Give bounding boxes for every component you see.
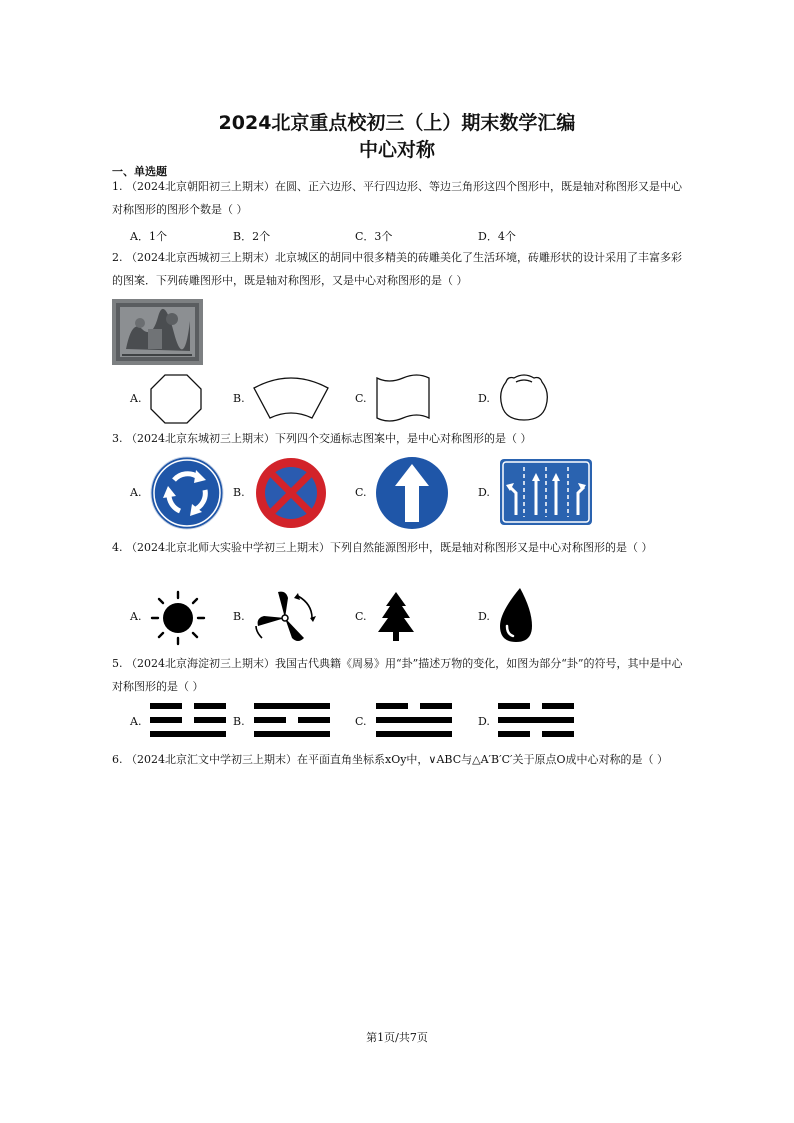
option-d[interactable]: D. xyxy=(478,392,490,405)
question-number: 3. xyxy=(112,432,123,445)
trigram-b-icon xyxy=(254,703,330,739)
octagon-icon xyxy=(150,374,202,424)
question-1 xyxy=(112,175,687,221)
option-a[interactable]: A. xyxy=(130,715,142,728)
option-d[interactable]: D．4个 xyxy=(478,230,516,243)
question-number: 5. xyxy=(112,657,123,670)
question-text: （2024北京汇文中学初三上期末）在平面直角坐标系xOy中，∨ABC与△A′B′C′关于原点O成中心对称的是（ ） xyxy=(126,753,669,766)
options-row-1 xyxy=(130,228,650,244)
document-title: 2024北京重点校初三（上）期末数学汇编 xyxy=(218,112,576,134)
option-c[interactable]: C. xyxy=(355,392,367,405)
option-d[interactable]: D. xyxy=(478,715,490,728)
tree-icon xyxy=(376,590,416,642)
sun-icon xyxy=(150,590,206,646)
option-b[interactable]: B. xyxy=(233,715,245,728)
document-subtitle: 中心对称 xyxy=(358,139,435,161)
water-drop-icon xyxy=(498,586,534,644)
question-number: 4. xyxy=(112,541,123,554)
option-c[interactable]: C. xyxy=(355,715,367,728)
question-text: （2024北京海淀初三上期末）我国古代典籍《周易》用“卦”描述万物的变化，如图为部分“卦”的符号，其中是中心对称图形的是（ ） xyxy=(112,657,683,693)
question-number: 2. xyxy=(112,251,123,264)
option-d[interactable]: D. xyxy=(478,486,490,499)
trigram-d-icon xyxy=(498,703,574,739)
option-a[interactable]: A. xyxy=(130,486,142,499)
page-footer: 第1页/共7页 xyxy=(366,1031,428,1044)
brick-carving-photo xyxy=(112,299,203,365)
option-b[interactable]: B. xyxy=(233,610,245,623)
lane-direction-sign-icon xyxy=(500,459,592,525)
roundabout-sign-icon xyxy=(150,456,224,530)
question-number: 1. xyxy=(112,180,123,193)
option-b[interactable]: B. xyxy=(233,392,245,405)
option-a[interactable]: A. xyxy=(130,392,142,405)
question-2 xyxy=(112,246,687,292)
wind-turbine-icon xyxy=(252,588,318,648)
option-a[interactable]: A．1个 xyxy=(130,230,167,243)
question-4 xyxy=(112,536,687,559)
trigram-a-icon xyxy=(150,703,226,739)
question-text: （2024北京朝阳初三上期末）在圆、正六边形、平行四边形、等边三角形这四个图形中，既是轴对称图形又是中心对称图形的图形个数是（ ） xyxy=(112,180,682,216)
option-b[interactable]: B. xyxy=(233,486,245,499)
no-stopping-sign-icon xyxy=(254,456,328,530)
option-c[interactable]: C. xyxy=(355,610,367,623)
question-5 xyxy=(112,652,687,698)
option-c[interactable]: C．3个 xyxy=(355,230,393,243)
jar-shape-icon xyxy=(498,372,550,422)
option-a[interactable]: A. xyxy=(130,610,142,623)
option-b[interactable]: B．2个 xyxy=(233,230,271,243)
question-text: （2024北京西城初三上期末）北京城区的胡同中很多精美的砖雕美化了生活环境，砖雕形状的设计采用了丰富多彩的图案．下列砖雕图形中，既是轴对称图形，又是中心对称图形的是（ ） xyxy=(112,251,682,287)
option-d[interactable]: D. xyxy=(478,610,490,623)
fan-shape-icon xyxy=(252,376,330,420)
question-3 xyxy=(112,427,687,450)
question-number: 6. xyxy=(112,753,123,766)
trigram-c-icon xyxy=(376,703,452,739)
question-text: （2024北京北师大实验中学初三上期末）下列自然能源图形中，既是轴对称图形又是中心对称图形的是（ ） xyxy=(126,541,653,554)
option-c[interactable]: C. xyxy=(355,486,367,499)
question-text: （2024北京东城初三上期末）下列四个交通标志图案中，是中心对称图形的是（ ） xyxy=(126,432,532,445)
straight-ahead-sign-icon xyxy=(375,456,449,530)
section-heading: 一、单选题 xyxy=(112,165,167,178)
flag-shape-icon xyxy=(375,374,431,422)
question-6 xyxy=(112,748,687,771)
